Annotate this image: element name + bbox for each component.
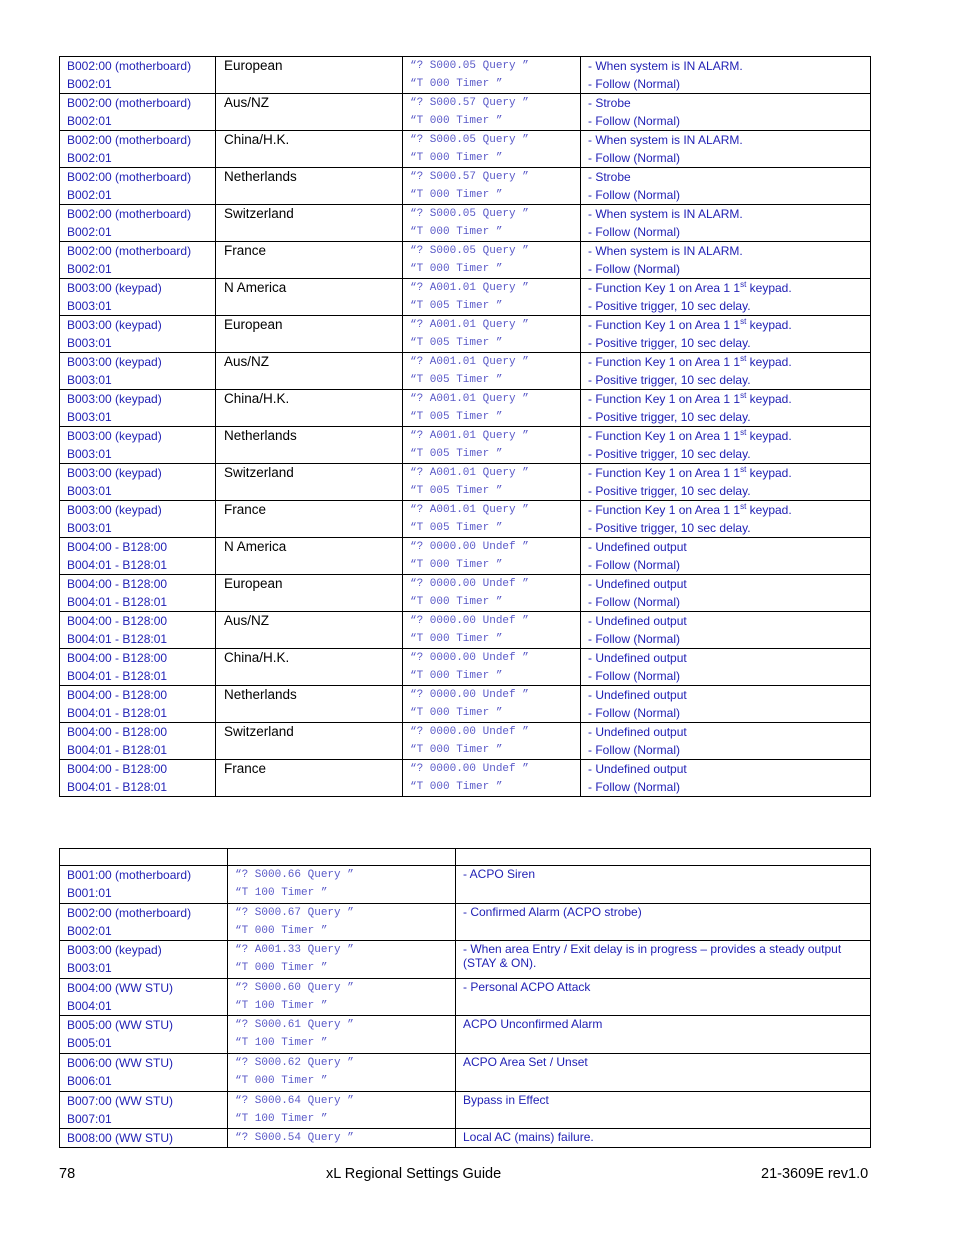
- table-row: [60, 612, 871, 649]
- description-line: - Function Key 1 on Area 1 1st keypad.: [588, 391, 792, 406]
- query-line: “? A001.01 Query ”: [410, 393, 529, 405]
- description-cell: [581, 464, 871, 501]
- timer-line: “T 000 Timer ”: [410, 226, 503, 238]
- output-id: B004:00 - B128:00: [67, 614, 168, 628]
- query-line: “? S000.05 Query ”: [410, 245, 529, 257]
- query-line: “? S000.57 Query ”: [410, 171, 529, 183]
- document-title: xL Regional Settings Guide: [326, 1166, 502, 1182]
- description-cell: [581, 649, 871, 686]
- output-id: B003:01: [67, 373, 112, 387]
- query-line: “? S000.57 Query ”: [410, 97, 529, 109]
- timer-line: “T 000 Timer ”: [410, 115, 503, 127]
- description-cell: [581, 168, 871, 205]
- query-cell: [403, 501, 581, 538]
- query-line: “? A001.33 Query ”: [235, 944, 354, 957]
- output-cell: [60, 464, 216, 501]
- output-cell: [60, 205, 216, 242]
- query-line: “? S000.54 Query ”: [235, 1132, 354, 1145]
- output-id: B004:00 (WW STU): [67, 980, 174, 995]
- description-line: - Follow (Normal): [588, 632, 681, 646]
- output-id: B003:00 (keypad): [67, 429, 162, 443]
- region-cell: Aus/NZ: [216, 94, 403, 131]
- table-row: [60, 501, 871, 538]
- table-row: [60, 464, 871, 501]
- description-cell: [456, 1016, 871, 1054]
- timer-line: “T 100 Timer ”: [235, 1037, 328, 1050]
- timer-line: “T 000 Timer ”: [410, 670, 503, 682]
- description-line: - Positive trigger, 10 sec delay.: [588, 373, 751, 387]
- description-line: - When system is IN ALARM.: [588, 59, 743, 73]
- timer-line: “T 000 Timer ”: [410, 744, 503, 756]
- timer-line: “T 000 Timer ”: [410, 189, 503, 201]
- timer-line: “T 000 Timer ”: [410, 152, 503, 164]
- output-cell: [60, 1129, 228, 1148]
- timer-line: “T 005 Timer ”: [410, 411, 503, 423]
- query-line: “? 0000.00 Undef ”: [410, 652, 529, 664]
- description-cell: [581, 723, 871, 760]
- output-cell: [60, 242, 216, 279]
- description-line: - Function Key 1 on Area 1 1st keypad.: [588, 465, 792, 480]
- output-id: B004:01 - B128:01: [67, 706, 168, 720]
- output-id: B002:00 (motherboard): [67, 170, 192, 184]
- region-cell: France: [216, 760, 403, 797]
- description-line: - Follow (Normal): [588, 77, 681, 91]
- description-cell: [456, 941, 871, 979]
- description-cell: [581, 501, 871, 538]
- query-cell: [228, 941, 456, 979]
- description-line: - Function Key 1 on Area 1 1st keypad.: [588, 280, 792, 295]
- output-id: B002:00 (motherboard): [67, 59, 192, 73]
- query-line: “? 0000.00 Undef ”: [410, 615, 529, 627]
- description-cell: [581, 390, 871, 427]
- output-cell: [60, 1091, 228, 1129]
- output-cell: [60, 501, 216, 538]
- region-cell: Netherlands: [216, 168, 403, 205]
- output-cell: [60, 538, 216, 575]
- query-line: “? S000.61 Query ”: [235, 1019, 354, 1032]
- description-line: - Follow (Normal): [588, 151, 681, 165]
- description-line: - Undefined output: [588, 614, 687, 628]
- description-line: - Positive trigger, 10 sec delay.: [588, 299, 751, 313]
- description-line: - When system is IN ALARM.: [588, 244, 743, 258]
- output-id: B004:00 - B128:00: [67, 762, 168, 776]
- output-id: B004:01 - B128:01: [67, 558, 168, 572]
- timer-line: “T 005 Timer ”: [410, 448, 503, 460]
- timer-line: “T 000 Timer ”: [410, 78, 503, 90]
- description-line: - Undefined output: [588, 762, 687, 776]
- query-cell: [403, 575, 581, 612]
- output-id: B007:00 (WW STU): [67, 1093, 174, 1108]
- region-cell: European: [216, 316, 403, 353]
- table-row: [60, 131, 871, 168]
- query-cell: [403, 649, 581, 686]
- regional-output-table: [59, 56, 871, 797]
- timer-line: “T 005 Timer ”: [410, 300, 503, 312]
- query-cell: [403, 427, 581, 464]
- description-line: - Positive trigger, 10 sec delay.: [588, 410, 751, 424]
- description-line: - Undefined output: [588, 577, 687, 591]
- description-cell: [581, 538, 871, 575]
- region-cell: Switzerland: [216, 723, 403, 760]
- output-cell: [60, 1016, 228, 1054]
- document-id: 21-3609E rev1.0: [761, 1166, 869, 1182]
- output-id: B003:00 (keypad): [67, 318, 162, 332]
- description-line: - Follow (Normal): [588, 558, 681, 572]
- description-cell: [581, 353, 871, 390]
- query-cell: [228, 978, 456, 1016]
- description-line: - Follow (Normal): [588, 780, 681, 794]
- description-cell: [456, 903, 871, 941]
- description-cell: [456, 1091, 871, 1129]
- region-cell: China/H.K.: [216, 390, 403, 427]
- description-line: - Function Key 1 on Area 1 1st keypad.: [588, 354, 792, 369]
- query-line: “? S000.05 Query ”: [410, 208, 529, 220]
- output-id: B004:01: [67, 998, 112, 1013]
- timer-line: “T 000 Timer ”: [410, 596, 503, 608]
- timer-line: “T 005 Timer ”: [410, 374, 503, 386]
- table-row: [60, 94, 871, 131]
- region-cell: Switzerland: [216, 464, 403, 501]
- output-id: B002:01: [67, 114, 112, 128]
- description-line: - When system is IN ALARM.: [588, 133, 743, 147]
- timer-line: “T 000 Timer ”: [235, 924, 328, 937]
- output-id: B002:01: [67, 225, 112, 239]
- description-cell: [581, 279, 871, 316]
- query-cell: [228, 1016, 456, 1054]
- timer-line: “T 000 Timer ”: [410, 707, 503, 719]
- query-cell: [403, 760, 581, 797]
- table-row: [60, 1129, 871, 1148]
- query-line: “? 0000.00 Undef ”: [410, 763, 529, 775]
- output-id: B004:00 - B128:00: [67, 540, 168, 554]
- region-cell: N America: [216, 538, 403, 575]
- timer-line: “T 000 Timer ”: [410, 633, 503, 645]
- query-cell: [403, 612, 581, 649]
- table-row: [60, 279, 871, 316]
- description-cell: [581, 57, 871, 94]
- output-id: B003:00 (keypad): [67, 392, 162, 406]
- output-id: B004:01 - B128:01: [67, 780, 168, 794]
- table-row: [60, 978, 871, 1016]
- region-cell: European: [216, 575, 403, 612]
- description-cell: [581, 94, 871, 131]
- query-cell: [403, 205, 581, 242]
- region-cell: Netherlands: [216, 427, 403, 464]
- description-line: - Follow (Normal): [588, 225, 681, 239]
- output-id: B005:00 (WW STU): [67, 1018, 174, 1033]
- output-id: B004:00 - B128:00: [67, 688, 168, 702]
- description-line: - Function Key 1 on Area 1 1st keypad.: [588, 428, 792, 443]
- timer-line: “T 100 Timer ”: [235, 887, 328, 899]
- description-line: - Positive trigger, 10 sec delay.: [588, 447, 751, 461]
- description-line: - Positive trigger, 10 sec delay.: [588, 521, 751, 535]
- output-id: B004:00 - B128:00: [67, 651, 168, 665]
- output-cell: [60, 168, 216, 205]
- description-text: - Personal ACPO Attack: [463, 979, 591, 994]
- description-cell: [456, 866, 871, 904]
- query-line: “? S000.67 Query ”: [235, 906, 354, 919]
- description-line: - Positive trigger, 10 sec delay.: [588, 484, 751, 498]
- description-line: - Follow (Normal): [588, 669, 681, 683]
- table-row: [60, 649, 871, 686]
- description-line: - Function Key 1 on Area 1 1st keypad.: [588, 502, 792, 517]
- output-cell: [60, 279, 216, 316]
- output-id: B002:01: [67, 188, 112, 202]
- table-row: [60, 760, 871, 797]
- table-row: [60, 316, 871, 353]
- timer-line: “T 005 Timer ”: [410, 522, 503, 534]
- output-id: B001:01: [67, 886, 112, 900]
- output-id: B002:00 (motherboard): [67, 96, 192, 110]
- output-id: B002:01: [67, 923, 112, 938]
- region-cell: France: [216, 242, 403, 279]
- table-row: [60, 205, 871, 242]
- description-cell: [581, 427, 871, 464]
- output-cell: [60, 866, 228, 904]
- query-cell: [403, 390, 581, 427]
- table-row: [60, 941, 871, 979]
- output-id: B003:01: [67, 299, 112, 313]
- table-row: [60, 57, 871, 94]
- description-cell: [581, 612, 871, 649]
- output-cell: [60, 903, 228, 941]
- query-cell: [228, 903, 456, 941]
- description-line: - Strobe: [588, 96, 631, 110]
- region-cell: China/H.K.: [216, 649, 403, 686]
- description-line: - Follow (Normal): [588, 706, 681, 720]
- output-id: B002:01: [67, 77, 112, 91]
- query-line: “? A001.01 Query ”: [410, 356, 529, 368]
- description-line: - When system is IN ALARM.: [588, 207, 743, 221]
- query-line: “? 0000.00 Undef ”: [410, 541, 529, 553]
- description-cell: [581, 760, 871, 797]
- output-id: B005:01: [67, 1036, 112, 1051]
- output-id: B003:01: [67, 484, 112, 498]
- query-line: “? A001.01 Query ”: [410, 430, 529, 442]
- output-cell: [60, 760, 216, 797]
- region-cell: Netherlands: [216, 686, 403, 723]
- output-id: B002:00 (motherboard): [67, 133, 192, 147]
- description-cell: [581, 205, 871, 242]
- table-row: [60, 575, 871, 612]
- output-id: B002:00 (motherboard): [67, 207, 192, 221]
- description-text: - When area Entry / Exit delay is in progress – provides a steady output (STAY & ON).: [463, 942, 842, 971]
- description-text: ACPO Area Set / Unset: [463, 1054, 588, 1069]
- query-cell: [403, 353, 581, 390]
- table-row: [60, 866, 871, 904]
- output-cell: [60, 57, 216, 94]
- timer-line: “T 100 Timer ”: [235, 1112, 328, 1125]
- output-id: B003:00 (keypad): [67, 355, 162, 369]
- table-header-row: [60, 849, 871, 866]
- description-line: - Undefined output: [588, 540, 687, 554]
- output-cell: [60, 131, 216, 168]
- table-row: [60, 390, 871, 427]
- output-cell: [60, 316, 216, 353]
- query-line: “? S000.05 Query ”: [410, 134, 529, 146]
- query-line: “? 0000.00 Undef ”: [410, 726, 529, 738]
- query-cell: [403, 723, 581, 760]
- query-line: “? S000.62 Query ”: [235, 1056, 354, 1069]
- timer-line: “T 005 Timer ”: [410, 337, 503, 349]
- output-id: B004:00 - B128:00: [67, 725, 168, 739]
- table-row: [60, 1053, 871, 1091]
- description-text: - ACPO Siren: [463, 867, 536, 881]
- output-cell: [60, 1053, 228, 1091]
- table-row: [60, 538, 871, 575]
- query-cell: [403, 316, 581, 353]
- table-row: [60, 353, 871, 390]
- output-id: B003:01: [67, 521, 112, 535]
- description-line: - Positive trigger, 10 sec delay.: [588, 336, 751, 350]
- output-id: B004:01 - B128:01: [67, 632, 168, 646]
- description-line: - Follow (Normal): [588, 114, 681, 128]
- output-cell: [60, 941, 228, 979]
- query-line: “? S000.64 Query ”: [235, 1094, 354, 1107]
- description-cell: [456, 1053, 871, 1091]
- query-cell: [403, 279, 581, 316]
- output-id: B007:01: [67, 1111, 112, 1126]
- output-cell: [60, 723, 216, 760]
- output-id: B004:01 - B128:01: [67, 595, 168, 609]
- query-cell: [228, 1091, 456, 1129]
- region-cell: Switzerland: [216, 205, 403, 242]
- output-cell: [60, 390, 216, 427]
- region-cell: France: [216, 501, 403, 538]
- description-text: Bypass in Effect: [463, 1092, 549, 1107]
- output-id: B004:00 - B128:00: [67, 577, 168, 591]
- query-cell: [228, 1053, 456, 1091]
- region-cell: China/H.K.: [216, 131, 403, 168]
- query-cell: [403, 168, 581, 205]
- output-id: B004:01 - B128:01: [67, 743, 168, 757]
- query-line: “? A001.01 Query ”: [410, 282, 529, 294]
- query-cell: [403, 94, 581, 131]
- output-id: B002:00 (motherboard): [67, 905, 192, 920]
- output-id: B003:00 (keypad): [67, 466, 162, 480]
- table-row: [60, 903, 871, 941]
- query-line: “? 0000.00 Undef ”: [410, 689, 529, 701]
- timer-line: “T 005 Timer ”: [410, 485, 503, 497]
- page-number: 78: [59, 1166, 76, 1182]
- region-cell: European: [216, 57, 403, 94]
- query-cell: [403, 242, 581, 279]
- output-id: B003:01: [67, 961, 112, 976]
- table-row: [60, 168, 871, 205]
- timer-line: “T 000 Timer ”: [235, 962, 328, 975]
- description-cell: [456, 978, 871, 1016]
- query-cell: [403, 464, 581, 501]
- query-cell: [403, 686, 581, 723]
- table-row: [60, 427, 871, 464]
- description-line: - Undefined output: [588, 688, 687, 702]
- timer-line: “T 000 Timer ”: [410, 781, 503, 793]
- query-line: “? S000.60 Query ”: [235, 981, 354, 994]
- query-cell: [228, 1129, 456, 1148]
- query-line: “? 0000.00 Undef ”: [410, 578, 529, 590]
- description-cell: [581, 242, 871, 279]
- description-line: - Function Key 1 on Area 1 1st keypad.: [588, 317, 792, 332]
- description-line: - Follow (Normal): [588, 743, 681, 757]
- description-cell: [581, 316, 871, 353]
- output-id: B008:00 (WW STU): [67, 1131, 174, 1146]
- timer-line: “T 000 Timer ”: [235, 1074, 328, 1087]
- output-id: B001:00 (motherboard): [67, 868, 192, 882]
- description-line: - Undefined output: [588, 725, 687, 739]
- table-row: [60, 686, 871, 723]
- output-cell: [60, 94, 216, 131]
- output-id: B003:00 (keypad): [67, 281, 162, 295]
- output-id: B003:00 (keypad): [67, 943, 162, 958]
- description-cell: [581, 686, 871, 723]
- table-row: [60, 1091, 871, 1129]
- output-cell: [60, 427, 216, 464]
- description-line: - Undefined output: [588, 651, 687, 665]
- table-row: [60, 1016, 871, 1054]
- output-id: B002:00 (motherboard): [67, 244, 192, 258]
- timer-line: “T 100 Timer ”: [235, 999, 328, 1012]
- query-line: “? A001.01 Query ”: [410, 319, 529, 331]
- description-text: Local AC (mains) failure.: [463, 1130, 594, 1145]
- timer-line: “T 000 Timer ”: [410, 263, 503, 275]
- query-cell: [228, 866, 456, 904]
- output-cell: [60, 353, 216, 390]
- output-id: B006:01: [67, 1073, 112, 1088]
- output-id: B003:00 (keypad): [67, 503, 162, 517]
- output-id: B003:01: [67, 447, 112, 461]
- query-line: “? A001.01 Query ”: [410, 467, 529, 479]
- region-cell: N America: [216, 279, 403, 316]
- query-line: “? S000.05 Query ”: [410, 60, 529, 72]
- description-cell: [581, 131, 871, 168]
- description-text: ACPO Unconfirmed Alarm: [463, 1017, 603, 1032]
- table-row: [60, 242, 871, 279]
- output-cell: [60, 649, 216, 686]
- output-cell: [60, 575, 216, 612]
- description-text: - Confirmed Alarm (ACPO strobe): [463, 904, 642, 919]
- description-line: - Follow (Normal): [588, 595, 681, 609]
- output-id: B002:01: [67, 151, 112, 165]
- query-cell: [403, 57, 581, 94]
- query-line: “? A001.01 Query ”: [410, 504, 529, 516]
- description-line: - Follow (Normal): [588, 262, 681, 276]
- query-cell: [403, 538, 581, 575]
- output-id: B006:00 (WW STU): [67, 1055, 174, 1070]
- timer-line: “T 000 Timer ”: [410, 559, 503, 571]
- query-cell: [403, 131, 581, 168]
- output-id: B003:01: [67, 336, 112, 350]
- output-id: B002:01: [67, 262, 112, 276]
- description-line: - Follow (Normal): [588, 188, 681, 202]
- description-cell: [456, 1129, 871, 1148]
- region-cell: Aus/NZ: [216, 612, 403, 649]
- acpo-output-table: [59, 848, 871, 1148]
- output-id: B004:01 - B128:01: [67, 669, 168, 683]
- region-cell: Aus/NZ: [216, 353, 403, 390]
- output-id: B003:01: [67, 410, 112, 424]
- output-cell: [60, 686, 216, 723]
- output-cell: [60, 612, 216, 649]
- description-cell: [581, 575, 871, 612]
- description-line: - Strobe: [588, 170, 631, 184]
- query-line: “? S000.66 Query ”: [235, 869, 354, 881]
- table-row: [60, 723, 871, 760]
- output-cell: [60, 978, 228, 1016]
